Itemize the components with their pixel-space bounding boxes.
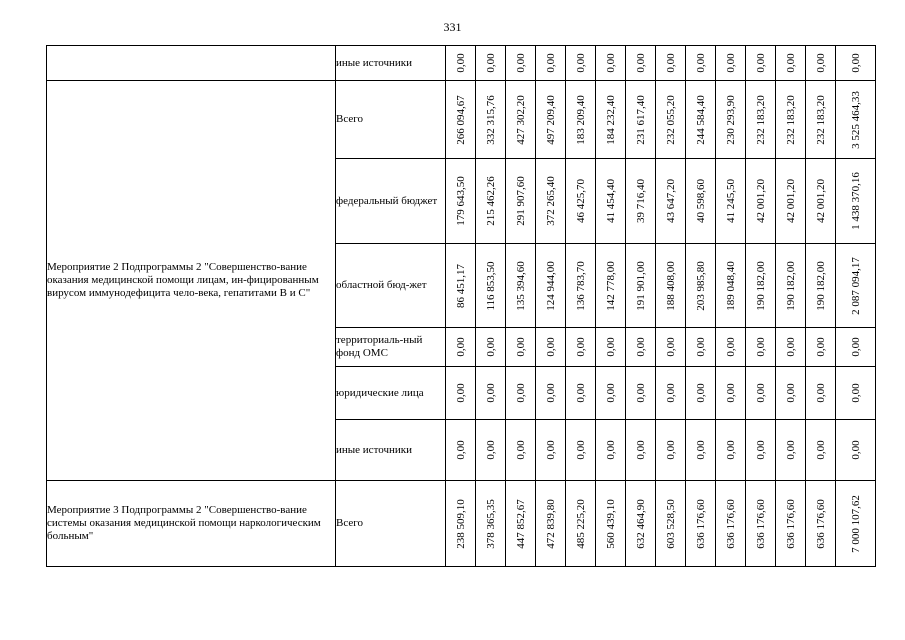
value-text: 0,00 [454, 53, 467, 73]
value-cell [656, 367, 686, 420]
value-cell [776, 244, 806, 328]
value-cell [536, 81, 566, 159]
value-text: 0,00 [634, 440, 647, 460]
value-cell [536, 46, 566, 81]
value-text: 0,00 [634, 337, 647, 357]
value-text: 238 509,10 [454, 498, 467, 549]
value-text: 86 451,17 [454, 263, 467, 308]
value-cell [806, 81, 836, 159]
value-cell [806, 420, 836, 481]
value-cell [506, 481, 536, 567]
value-cell [746, 367, 776, 420]
value-text: 472 839,80 [544, 498, 557, 549]
value-cell [716, 420, 746, 481]
value-cell [656, 159, 686, 244]
value-text: 0,00 [849, 440, 862, 460]
value-text: 0,00 [454, 440, 467, 460]
value-text: 0,00 [694, 440, 707, 460]
value-cell [566, 46, 596, 81]
value-text: 41 245,50 [724, 179, 737, 223]
value-cell [776, 481, 806, 567]
value-text: 0,00 [484, 337, 497, 357]
value-text: 0,00 [724, 337, 737, 357]
value-text: 0,00 [514, 440, 527, 460]
value-text: 0,00 [574, 53, 587, 73]
value-cell [626, 420, 656, 481]
value-cell [446, 81, 476, 159]
value-cell [446, 46, 476, 81]
value-cell [806, 159, 836, 244]
value-cell [596, 367, 626, 420]
value-text: 0,00 [849, 53, 862, 73]
value-cell [746, 46, 776, 81]
value-text: 0,00 [754, 440, 767, 460]
table-row [47, 481, 876, 567]
value-text: 124 944,00 [544, 260, 557, 311]
value-text: 0,00 [849, 383, 862, 403]
value-cell [746, 81, 776, 159]
value-text: 3 525 464,33 [849, 90, 862, 149]
value-text: 142 778,00 [604, 260, 617, 311]
value-cell [446, 420, 476, 481]
value-cell [536, 420, 566, 481]
value-text: 372 265,40 [544, 176, 557, 226]
value-cell [776, 328, 806, 367]
value-text: 636 176,60 [694, 498, 707, 549]
value-text: 636 176,60 [724, 498, 737, 549]
value-text: 203 985,80 [694, 260, 707, 311]
value-text: 0,00 [814, 440, 827, 460]
value-text: 1 438 370,16 [849, 172, 862, 230]
value-cell [776, 46, 806, 81]
value-text: 190 182,00 [814, 260, 827, 311]
source-label: иные источники [336, 46, 446, 81]
value-cell [476, 81, 506, 159]
value-cell [656, 420, 686, 481]
value-cell [776, 367, 806, 420]
value-cell [686, 367, 716, 420]
value-text: 7 000 107,62 [849, 494, 862, 553]
value-cell [566, 481, 596, 567]
value-text: 0,00 [724, 383, 737, 403]
event-cell-empty [47, 46, 336, 81]
value-cell [566, 159, 596, 244]
value-cell [836, 481, 876, 567]
value-cell [446, 328, 476, 367]
value-text: 636 176,60 [754, 498, 767, 549]
value-cell [506, 244, 536, 328]
value-cell [656, 244, 686, 328]
value-text: 0,00 [484, 53, 497, 73]
value-cell [476, 367, 506, 420]
value-cell [746, 420, 776, 481]
value-cell [626, 46, 656, 81]
value-cell [506, 159, 536, 244]
value-text: 135 394,60 [514, 260, 527, 311]
value-cell [656, 481, 686, 567]
value-text: 42 001,20 [784, 179, 797, 223]
value-cell [686, 81, 716, 159]
value-cell [536, 244, 566, 328]
value-cell [656, 81, 686, 159]
value-text: 46 425,70 [574, 179, 587, 223]
value-cell [596, 328, 626, 367]
value-text: 0,00 [754, 53, 767, 73]
value-text: 0,00 [574, 383, 587, 403]
value-text: 266 094,67 [454, 94, 467, 145]
value-text: 0,00 [544, 383, 557, 403]
value-cell [806, 481, 836, 567]
value-text: 43 647,20 [664, 179, 677, 223]
value-text: 231 617,40 [634, 94, 647, 145]
value-cell [596, 81, 626, 159]
value-cell [836, 81, 876, 159]
value-text: 447 852,67 [514, 498, 527, 549]
value-text: 191 901,00 [634, 260, 647, 311]
value-text: 0,00 [664, 53, 677, 73]
value-cell [536, 328, 566, 367]
value-cell [536, 367, 566, 420]
event-title: Мероприятие 3 Подпрограммы 2 "Совершенство-вание системы оказания медицинской помощи наркологическим больным" [47, 481, 336, 567]
value-text: 0,00 [724, 440, 737, 460]
value-cell [626, 244, 656, 328]
value-text: 0,00 [754, 383, 767, 403]
value-text: 0,00 [754, 337, 767, 357]
value-cell [566, 420, 596, 481]
value-cell [596, 420, 626, 481]
value-cell [446, 367, 476, 420]
source-label: областной бюд-жет [336, 244, 446, 328]
value-text: 0,00 [664, 440, 677, 460]
value-text: 0,00 [544, 440, 557, 460]
value-cell [716, 367, 746, 420]
value-text: 0,00 [484, 440, 497, 460]
value-text: 116 853,50 [484, 260, 497, 311]
table-body [47, 46, 876, 567]
value-cell [806, 367, 836, 420]
value-cell [566, 367, 596, 420]
value-text: 427 302,20 [514, 94, 527, 145]
value-text: 0,00 [694, 383, 707, 403]
value-text: 39 716,40 [634, 179, 647, 223]
value-text: 0,00 [784, 53, 797, 73]
value-cell [446, 244, 476, 328]
source-label: иные источники [336, 420, 446, 481]
value-cell [626, 81, 656, 159]
value-text: 0,00 [634, 53, 647, 73]
source-label: федеральный бюджет [336, 159, 446, 244]
value-cell [566, 244, 596, 328]
value-cell [626, 481, 656, 567]
value-text: 497 209,40 [544, 94, 557, 145]
value-text: 0,00 [604, 383, 617, 403]
value-cell [776, 420, 806, 481]
value-text: 0,00 [664, 383, 677, 403]
value-cell [446, 159, 476, 244]
source-label: юридические лица [336, 367, 446, 420]
value-text: 0,00 [849, 337, 862, 357]
value-cell [716, 328, 746, 367]
value-text: 632 464,90 [634, 498, 647, 549]
value-text: 0,00 [574, 440, 587, 460]
value-text: 136 783,70 [574, 260, 587, 311]
value-cell [476, 46, 506, 81]
value-text: 232 055,20 [664, 94, 677, 145]
source-label: территориаль-ный фонд ОМС [336, 328, 446, 367]
value-cell [566, 328, 596, 367]
value-text: 42 001,20 [754, 179, 767, 223]
value-text: 0,00 [814, 383, 827, 403]
value-text: 41 454,40 [604, 179, 617, 223]
event-title: Мероприятие 2 Подпрограммы 2 "Совершенство-вание оказания медицинской помощи лицам, ин-фицированным вирусом иммунодефицита чело-века, гепатитами В и С" [47, 81, 336, 481]
value-text: 332 315,76 [484, 94, 497, 145]
value-text: 0,00 [664, 337, 677, 357]
value-cell [506, 46, 536, 81]
source-label: Всего [336, 81, 446, 159]
value-cell [506, 328, 536, 367]
value-cell [536, 159, 566, 244]
value-cell [716, 81, 746, 159]
table-row [47, 81, 876, 159]
budget-table [46, 45, 876, 567]
value-cell [806, 328, 836, 367]
value-cell [806, 244, 836, 328]
value-text: 189 048,40 [724, 260, 737, 311]
value-cell [506, 420, 536, 481]
value-text: 184 232,40 [604, 94, 617, 145]
value-text: 179 643,50 [454, 176, 467, 226]
value-cell [596, 244, 626, 328]
value-cell [776, 81, 806, 159]
value-cell [836, 367, 876, 420]
value-cell [656, 328, 686, 367]
value-cell [836, 46, 876, 81]
value-text: 560 439,10 [604, 498, 617, 549]
value-cell [596, 46, 626, 81]
value-cell [746, 481, 776, 567]
value-cell [686, 420, 716, 481]
value-cell [686, 244, 716, 328]
value-cell [506, 367, 536, 420]
value-cell [716, 46, 746, 81]
table-row [47, 46, 876, 81]
value-text: 0,00 [544, 53, 557, 73]
value-text: 232 183,20 [754, 94, 767, 145]
value-text: 0,00 [604, 53, 617, 73]
value-cell [746, 159, 776, 244]
value-cell [836, 328, 876, 367]
value-cell [596, 159, 626, 244]
value-text: 603 528,50 [664, 498, 677, 549]
value-cell [626, 367, 656, 420]
value-text: 378 365,35 [484, 498, 497, 549]
value-text: 0,00 [514, 383, 527, 403]
value-text: 291 907,60 [514, 176, 527, 226]
value-text: 0,00 [604, 440, 617, 460]
value-cell [806, 46, 836, 81]
value-text: 0,00 [784, 383, 797, 403]
value-cell [506, 81, 536, 159]
value-text: 0,00 [814, 53, 827, 73]
value-text: 0,00 [724, 53, 737, 73]
value-cell [836, 420, 876, 481]
value-text: 215 462,26 [484, 176, 497, 226]
value-text: 232 183,20 [814, 94, 827, 145]
value-text: 636 176,60 [784, 498, 797, 549]
source-label: Всего [336, 481, 446, 567]
value-cell [536, 481, 566, 567]
value-cell [626, 159, 656, 244]
value-cell [476, 244, 506, 328]
value-text: 0,00 [544, 337, 557, 357]
value-text: 0,00 [814, 337, 827, 357]
value-text: 0,00 [784, 337, 797, 357]
value-cell [776, 159, 806, 244]
value-text: 0,00 [484, 383, 497, 403]
value-cell [476, 159, 506, 244]
value-cell [746, 328, 776, 367]
value-cell [476, 481, 506, 567]
value-cell [686, 481, 716, 567]
value-cell [626, 328, 656, 367]
value-cell [716, 481, 746, 567]
value-text: 0,00 [574, 337, 587, 357]
page-number: 331 [443, 20, 462, 34]
value-text: 244 584,40 [694, 94, 707, 145]
value-text: 0,00 [454, 383, 467, 403]
value-text: 0,00 [604, 337, 617, 357]
value-text: 0,00 [454, 337, 467, 357]
value-cell [446, 481, 476, 567]
value-text: 232 183,20 [784, 94, 797, 145]
value-text: 42 001,20 [814, 179, 827, 223]
value-text: 636 176,60 [814, 498, 827, 549]
value-cell [836, 159, 876, 244]
value-text: 0,00 [514, 337, 527, 357]
value-text: 0,00 [694, 337, 707, 357]
value-cell [476, 420, 506, 481]
value-text: 190 182,00 [754, 260, 767, 311]
value-text: 0,00 [694, 53, 707, 73]
value-text: 40 598,60 [694, 179, 707, 223]
value-text: 188 408,00 [664, 260, 677, 311]
value-cell [656, 46, 686, 81]
value-cell [686, 159, 716, 244]
value-text: 183 209,40 [574, 94, 587, 145]
value-text: 0,00 [634, 383, 647, 403]
value-cell [476, 328, 506, 367]
value-text: 485 225,20 [574, 498, 587, 549]
value-text: 0,00 [784, 440, 797, 460]
value-cell [716, 244, 746, 328]
value-text: 2 087 094,17 [849, 256, 862, 315]
value-cell [836, 244, 876, 328]
value-text: 190 182,00 [784, 260, 797, 311]
value-text: 0,00 [514, 53, 527, 73]
value-text: 230 293,90 [724, 94, 737, 145]
value-cell [716, 159, 746, 244]
value-cell [746, 244, 776, 328]
value-cell [566, 81, 596, 159]
value-cell [686, 328, 716, 367]
value-cell [596, 481, 626, 567]
value-cell [686, 46, 716, 81]
